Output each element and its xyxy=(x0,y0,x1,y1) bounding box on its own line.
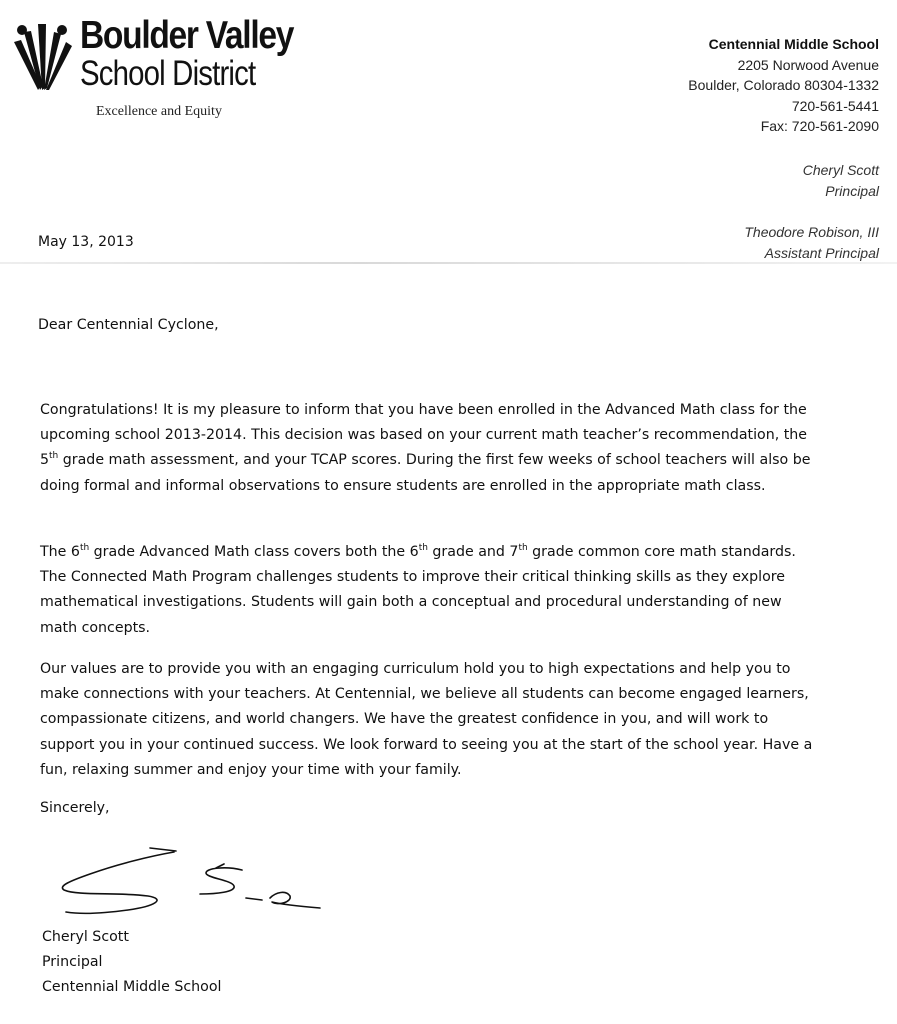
assistant-principal-title: Assistant Principal xyxy=(764,244,879,261)
principal-name: Cheryl Scott xyxy=(802,162,879,178)
principal-title: Principal xyxy=(825,182,879,199)
school-fax: Fax: 720-561-2090 xyxy=(760,118,879,134)
school-name: Centennial Middle School xyxy=(708,36,879,52)
paragraph-course-description: The 6th grade Advanced Math class covers both the 6th grade and 7th grade common core math standards. The Connected Math Program challenges students to improve their critical thinking skills as they explore mathematical investigations. Students will gain both a conceptual and procedural understanding of new math concepts. xyxy=(40,543,796,636)
district-name-line1: Boulder Valley xyxy=(80,14,294,57)
signer-title: Principal xyxy=(42,954,103,970)
district-tagline: Excellence and Equity xyxy=(96,104,222,119)
signer-school: Centennial Middle School xyxy=(42,979,222,995)
signer-name: Cheryl Scott xyxy=(42,929,129,945)
staff-block xyxy=(744,160,879,263)
school-street: 2205 Norwood Avenue xyxy=(737,56,879,73)
page-fold-line xyxy=(0,262,897,264)
paragraph-enrollment: Congratulations! It is my pleasure to inform that you have been enrolled in the Advanced Math class for the upcoming school 2013-2014. This decision was based on your current math teacher’s recommendation, the 5th grade math assessment, and your TCAP scores. During the first few weeks of school teachers will also be doing formal and informal observations to ensure students are enrolled in the appropriate math class. xyxy=(40,402,811,494)
district-name-line2: School District xyxy=(80,54,256,93)
closing: Sincerely, xyxy=(40,800,110,816)
school-contact-block xyxy=(688,34,879,137)
school-phone: 720-561-5441 xyxy=(791,97,879,114)
salutation: Dear Centennial Cyclone, xyxy=(38,317,219,333)
signature-block xyxy=(42,925,221,1000)
paragraph-values: Our values are to provide you with an engaging curriculum hold you to high expectations and help you to make connections with your teachers. At Centennial, we believe all students can become engaged learners, compassionate citizens, and world changers. We have the greatest confidence in you, and will work to support you in your continued success. We look forward to seeing you at the start of the school year. Have a fun, relaxing summer and enjoy your time with your family. xyxy=(40,661,813,778)
assistant-principal-name: Theodore Robison, III xyxy=(744,224,879,240)
handwritten-signature xyxy=(56,846,326,922)
school-city-state-zip: Boulder, Colorado 80304-1332 xyxy=(688,77,879,93)
bvsd-flame-logo-icon xyxy=(10,20,74,92)
letter-date: May 13, 2013 xyxy=(38,234,134,250)
